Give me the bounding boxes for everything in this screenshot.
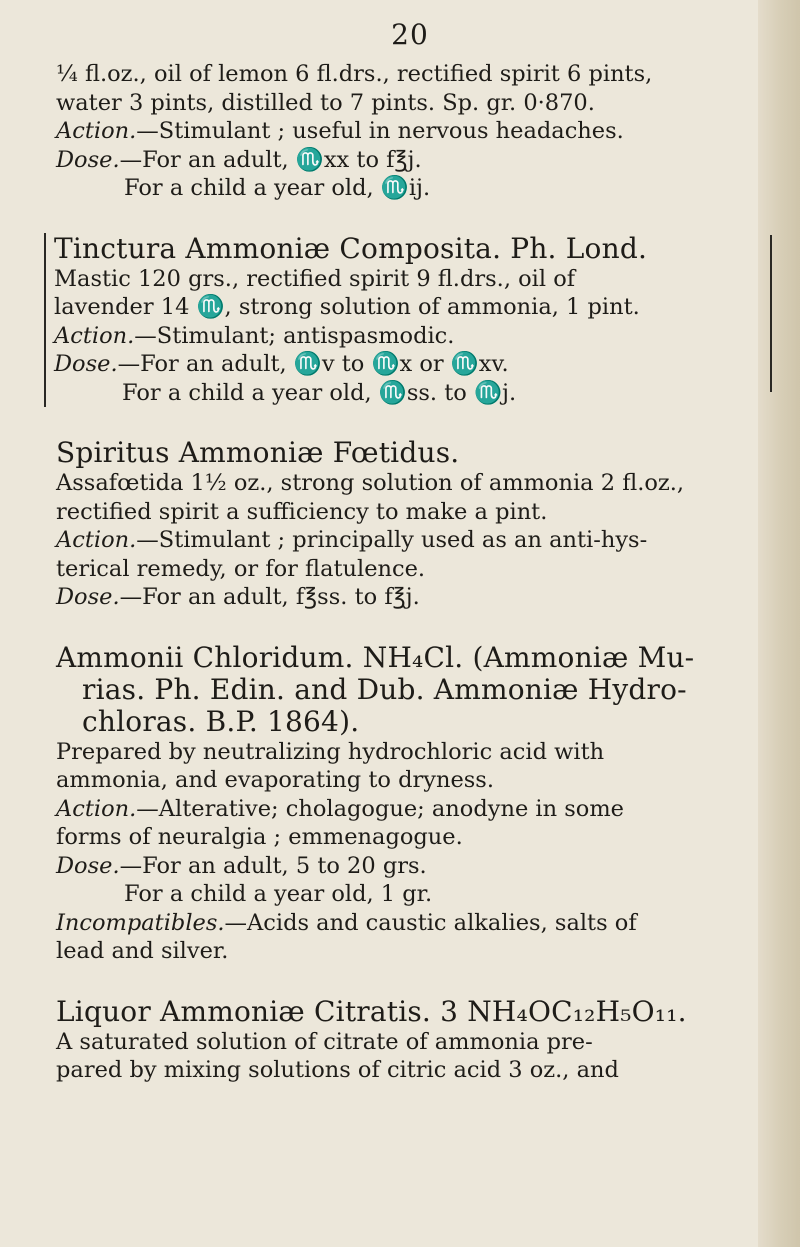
body-line: Assafœtida 1½ oz., strong solution of ammonia 2 fl.oz., (56, 470, 685, 496)
action-line (56, 795, 768, 824)
dose-text: —For an adult, 5 to 20 grs. (119, 852, 427, 879)
dose-line (56, 852, 768, 881)
incompatibles-line (56, 909, 768, 938)
incompatibles-text: —Acids and caustic alkalies, salts of (224, 909, 637, 936)
action-text: —Stimulant; antispasmodic. (134, 322, 455, 349)
entry-spiritus-ammoniae-foetidus (56, 437, 768, 612)
entry-ammonii-chloridum (56, 642, 768, 966)
entry-title: Spiritus Ammoniæ Fœtidus. (56, 436, 460, 469)
dose-label: Dose. (56, 852, 120, 879)
body-line: Prepared by neutralizing hydrochloric acid with (56, 738, 605, 765)
action-label: Action. (56, 118, 137, 144)
dose-line (54, 350, 768, 379)
dose-child-line: For a child a year old, ♏ij. (124, 175, 431, 201)
action-label: Action. (54, 322, 135, 349)
page-content (56, 60, 768, 1115)
action-text: —Alterative; cholagogue; anodyne in some (136, 795, 624, 822)
entry-liquor-ammoniae-citratis (56, 996, 768, 1085)
action-line (56, 526, 768, 555)
body-line: rectified spirit a sufficiency to make a pint. (56, 498, 548, 525)
action-line (54, 322, 768, 351)
entry-title-continuation: rias. Ph. Edin. and Dub. Ammoniæ Hydro- (82, 672, 687, 706)
dose-label: Dose. (56, 146, 120, 173)
body-line: Mastic 120 grs., rectified spirit 9 fl.drs., oil of (54, 265, 576, 292)
page-number: 20 (391, 18, 429, 51)
body-line: ammonia, and evaporating to dryness. (56, 767, 495, 793)
dose-text: —For an adult, f℥ss. to f℥j. (119, 584, 420, 610)
dose-text: —For an adult, ♏v to ♏x or ♏xv. (117, 351, 509, 377)
incompatibles-continuation: lead and silver. (56, 938, 229, 964)
action-continuation: terical remedy, or for flatulence. (56, 555, 426, 582)
body-line: pared by mixing solutions of citric acid 3 oz., and (56, 1057, 619, 1083)
dose-child-line: For a child a year old, ♏ss. to ♏j. (122, 379, 517, 406)
entry-title: Liquor Ammoniæ Citratis. 3 NH₄OC₁₂H₅O₁₁. (56, 994, 687, 1028)
dose-line (56, 583, 768, 612)
incompatibles-label: Incompatibles. (56, 909, 225, 936)
action-continuation: forms of neuralgia ; emmenagogue. (56, 824, 463, 850)
entry-title: Tinctura Ammoniæ Composita. Ph. Lond. (54, 231, 648, 265)
entry-tinctura-ammoniae-composita (44, 233, 768, 408)
action-line (56, 117, 768, 146)
dose-label: Dose. (56, 584, 120, 610)
body-line: A saturated solution of citrate of ammonia pre- (56, 1028, 593, 1055)
entry-title-continuation: chloras. B.P. 1864). (82, 704, 360, 738)
dose-child-line: For a child a year old, 1 gr. (124, 881, 433, 907)
action-text: —Stimulant ; principally used as an anti-hys- (136, 527, 648, 553)
body-line: ¼ fl.oz., oil of lemon 6 fl.drs., rectified spirit 6 pints, (56, 61, 653, 87)
dose-text: —For an adult, ♏xx to f℥j. (119, 146, 422, 173)
action-text: —Stimulant ; useful in nervous headaches. (136, 118, 624, 144)
dose-label: Dose. (54, 351, 118, 377)
entry-title: Ammonii Chloridum. NH₄Cl. (Ammoniæ Mu- (56, 640, 695, 674)
action-label: Action. (56, 527, 137, 553)
body-line: water 3 pints, distilled to 7 pints. Sp. gr. 0·870. (56, 89, 595, 116)
body-line: lavender 14 ♏, strong solution of ammonia, 1 pint. (54, 294, 640, 320)
action-label: Action. (56, 795, 137, 822)
entry-continuation (56, 60, 768, 203)
dose-line (56, 146, 768, 175)
